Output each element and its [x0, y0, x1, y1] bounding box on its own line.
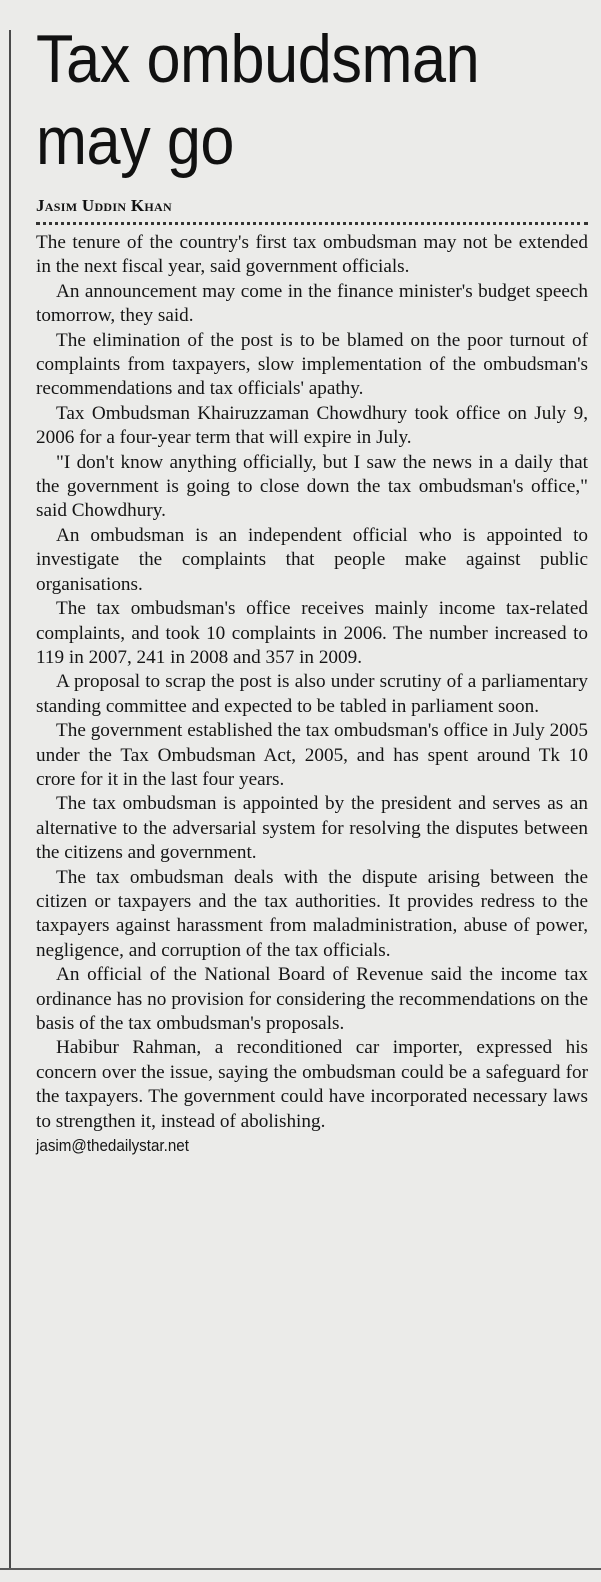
article-paragraph: An announcement may come in the finance minister's budget speech tomorrow, they said.: [36, 280, 588, 327]
article-column: [36, 18, 588, 1158]
author-email: jasim@thedailystar.net: [36, 1137, 189, 1156]
article-paragraph: The tax ombudsman's office receives mainly income tax-related complaints, and took 10 complaints in 2006. The number increased to 119 in 2007, 241 in 2008 and 357 in 2009.: [36, 598, 588, 668]
article-paragraph: The tax ombudsman is appointed by the president and serves as an alternative to the adversarial system for resolving the disputes between the citizens and government.: [36, 793, 588, 864]
article-paragraph: The tenure of the country's first tax ombudsman may not be extended in the next fiscal year, said government officials.: [36, 232, 588, 278]
article-body: [36, 231, 588, 1134]
article-paragraph: The elimination of the post is to be blamed on the poor turnout of complaints from taxpayers, slow implementation of the ombudsman's recommendations and tax officials' apathy.: [36, 329, 588, 400]
article-byline: Jasim Uddin Khan: [36, 196, 172, 215]
article-paragraph: "I don't know anything officially, but I saw the news in a daily that the government is going to close down the tax ombudsman's office," said Chowdhury.: [36, 451, 588, 522]
column-left-rule: [9, 30, 11, 1570]
article-headline: Tax ombudsman may go: [36, 21, 480, 179]
article-paragraph: A proposal to scrap the post is also under scrutiny of a parliamentary standing committee and expected to be tabled in parliament soon.: [36, 671, 588, 717]
article-paragraph: Habibur Rahman, a reconditioned car importer, expressed his concern over the issue, saying the ombudsman could be a safeguard for the taxpayers. The government could have incorporated necessary laws to strengthen it, instead of abolishing.: [36, 1037, 588, 1132]
byline-dotted-divider: [36, 222, 588, 225]
clipping-bottom-rule: [0, 1568, 601, 1570]
article-paragraph: Tax Ombudsman Khairuzzaman Chowdhury took office on July 9, 2006 for a four-year term that will expire in July.: [36, 402, 588, 449]
article-paragraph: The government established the tax ombudsman's office in July 2005 under the Tax Ombudsman Act, 2005, and has spent around Tk 10 crore for it in the last four years.: [36, 720, 588, 790]
article-paragraph: An ombudsman is an independent official who is appointed to investigate the complaints that people make against public organisations.: [36, 524, 588, 595]
article-paragraph: The tax ombudsman deals with the dispute arising between the citizen or taxpayers and the tax authorities. It provides redress to the taxpayers against harassment from maladministration, abuse of power, negligence, and corruption of the tax officials.: [36, 866, 588, 961]
article-paragraph: An official of the National Board of Revenue said the income tax ordinance has no provision for considering the recommendations on the basis of the tax ombudsman's proposals.: [36, 964, 588, 1034]
